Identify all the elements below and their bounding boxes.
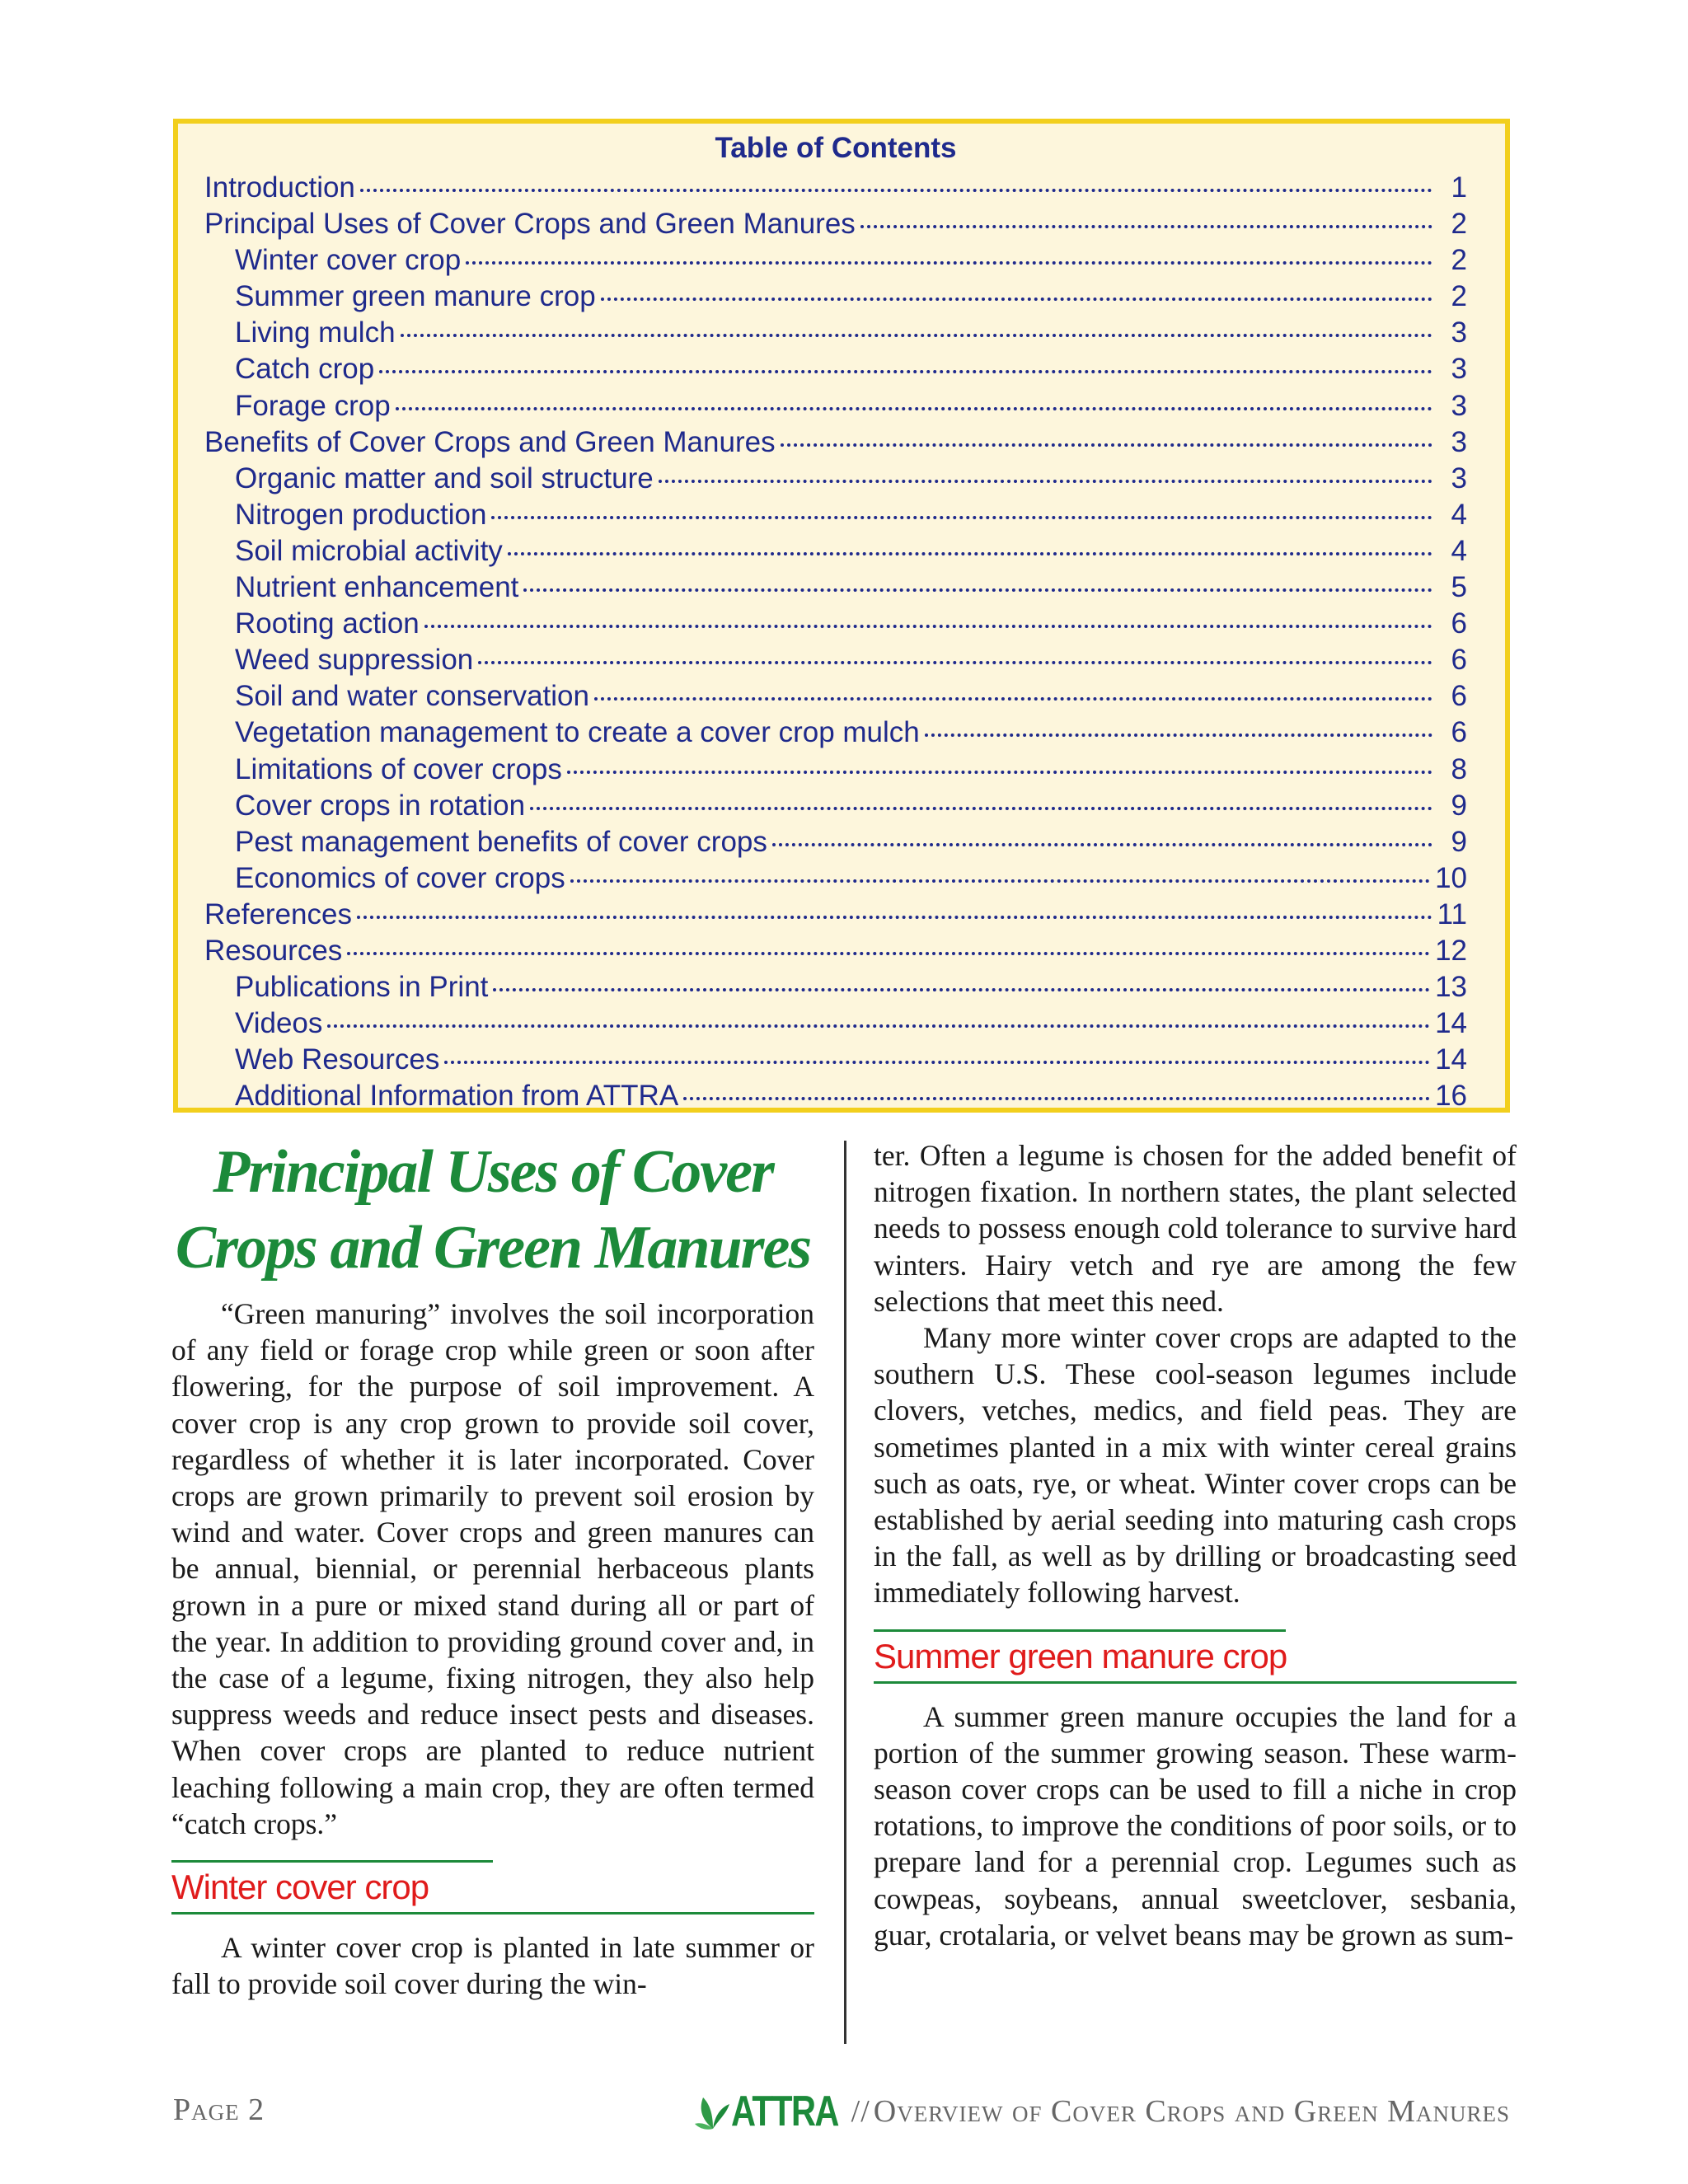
toc-entry-label: Additional Information from ATTRA: [235, 1080, 679, 1113]
toc-dot-leader: [601, 298, 1432, 301]
toc-entry-page: 2: [1451, 244, 1467, 277]
toc-entry-label: Principal Uses of Cover Crops and Green Manures: [204, 208, 856, 241]
toc-entry-page: 1: [1451, 171, 1467, 204]
toc-entry[interactable]: [204, 678, 1467, 715]
toc-entry[interactable]: [204, 533, 1467, 569]
page-number: Page 2: [173, 2093, 265, 2127]
toc-entry[interactable]: [204, 969, 1467, 1005]
toc-entry[interactable]: [204, 824, 1467, 860]
toc-entry-page: 3: [1451, 353, 1467, 386]
toc-entry-label: Catch crop: [235, 353, 375, 386]
toc-entry-page: 11: [1437, 898, 1467, 930]
toc-entry[interactable]: [204, 1078, 1467, 1114]
toc-entry-label: Living mulch: [235, 316, 396, 349]
toc-entry[interactable]: [204, 170, 1467, 206]
toc-entry-label: Limitations of cover crops: [235, 752, 562, 785]
toc-entry-page: 2: [1451, 280, 1467, 313]
toc-entry-label: Winter cover crop: [235, 244, 462, 277]
toc-entry-page: 14: [1435, 1043, 1467, 1076]
toc-entry-label: Rooting action: [235, 607, 420, 640]
toc-dot-leader: [478, 661, 1432, 664]
summer-green-manure-subheading: [874, 1629, 1517, 1684]
toc-entry-page: 12: [1435, 934, 1467, 967]
toc-dot-leader: [357, 916, 1432, 919]
toc-dot-leader: [772, 843, 1432, 846]
toc-dot-leader: [396, 407, 1432, 410]
toc-dot-leader: [360, 189, 1432, 192]
toc-entry[interactable]: [204, 242, 1467, 279]
toc-dot-leader: [466, 261, 1432, 265]
toc-entry-label: Vegetation management to create a cover crop mulch: [235, 716, 920, 749]
toc-entry[interactable]: [204, 315, 1467, 351]
toc-dot-leader: [401, 334, 1432, 337]
toc-entry-page: 2: [1451, 208, 1467, 241]
toc-dot-leader: [594, 697, 1432, 701]
toc-entry-label: Web Resources: [235, 1043, 440, 1076]
toc-entry[interactable]: [204, 860, 1467, 897]
subheading-text: Summer green manure crop: [874, 1636, 1287, 1675]
subheading-text: Winter cover crop: [171, 1868, 429, 1907]
toc-entry-page: 6: [1451, 716, 1467, 749]
toc-dot-leader: [523, 588, 1432, 592]
document-title: Overview of Cover Crops and Green Manures: [873, 2094, 1510, 2129]
toc-title: Table of Contents: [715, 132, 957, 164]
toc-dot-leader: [683, 1097, 1430, 1100]
toc-entry-label: Publications in Print: [235, 971, 489, 1004]
toc-entry[interactable]: [204, 606, 1467, 642]
table-of-contents: [173, 119, 1510, 1113]
toc-entry-label: Nutrient enhancement: [235, 571, 519, 604]
toc-list: [204, 170, 1467, 1114]
attra-logo-text: ATTRA: [730, 2088, 838, 2135]
toc-entry-page: 6: [1451, 644, 1467, 677]
toc-entry-page: 6: [1451, 680, 1467, 713]
toc-dot-leader: [567, 771, 1432, 774]
toc-entry-label: Organic matter and soil structure: [235, 462, 654, 494]
toc-entry[interactable]: [204, 1042, 1467, 1078]
toc-entry[interactable]: [204, 715, 1467, 751]
footer-separator: //: [851, 2094, 870, 2129]
toc-dot-leader: [530, 807, 1432, 810]
subheading-rule-bottom: [874, 1681, 1517, 1684]
toc-entry-page: 3: [1451, 316, 1467, 349]
right-column: [874, 1137, 1517, 1953]
toc-entry-label: Economics of cover crops: [235, 861, 565, 894]
attra-logo: [695, 2087, 846, 2136]
toc-entry[interactable]: [204, 642, 1467, 678]
page-footer: [173, 2087, 1510, 2136]
left-column: [171, 1134, 814, 2002]
toc-entry-page: 13: [1435, 971, 1467, 1004]
toc-dot-leader: [424, 625, 1432, 628]
toc-entry-page: 9: [1451, 825, 1467, 858]
summer-paragraph: A summer green manure occupies the land for a portion of the summer growing season. These warm-season cover crops can be used to fill a niche in crop rotations, to improve the conditions of poor soils, or to prepare land for a perennial crop. Legumes such as cowpeas, soybeans, annual sweetclover, sesbania, guar, crotalaria, or velvet beans may be grown as sum-: [874, 1699, 1517, 1952]
toc-entry-label: Soil microbial activity: [235, 534, 503, 567]
winter-paragraph-2: Many more winter cover crops are adapted to the southern U.S. These cool-season legumes include clovers, vetches, medics, and field peas. They are sometimes planted in a mix with winter cereal grains such as oats, rye, or wheat. Winter cover crops can be established by aerial seeding into maturing cash crops in the fall, as well as by drilling or broadcasting seed immediately following harvest.: [874, 1321, 1517, 1610]
toc-dot-leader: [860, 225, 1432, 228]
toc-entry-label: Pest management benefits of cover crops: [235, 825, 767, 858]
toc-entry[interactable]: [204, 933, 1467, 969]
toc-entry-label: Weed suppression: [235, 644, 474, 677]
toc-entry-page: 9: [1451, 789, 1467, 822]
subheading-rule-bottom: [171, 1912, 814, 1915]
toc-entry[interactable]: [204, 279, 1467, 315]
leaf-icon: [695, 2093, 731, 2130]
section-title: Principal Uses of Cover Crops and Green Manures: [175, 1138, 811, 1282]
toc-entry-page: 5: [1451, 571, 1467, 604]
toc-dot-leader: [925, 733, 1432, 737]
toc-entry-page: 6: [1451, 607, 1467, 640]
toc-entry-page: 14: [1435, 1007, 1467, 1040]
toc-entry-label: Forage crop: [235, 389, 391, 422]
toc-entry-page: 3: [1451, 462, 1467, 494]
toc-dot-leader: [379, 370, 1432, 373]
toc-entry[interactable]: [204, 752, 1467, 788]
toc-dot-leader: [327, 1024, 1430, 1028]
winter-paragraph-continued: ter. Often a legume is chosen for the added benefit of nitrogen fixation. In northern states, the plant selected needs to possess enough cold tolerance to survive hard winters. Hairy vetch and rye are among the few selections that meet this need.: [874, 1139, 1517, 1318]
toc-dot-leader: [493, 988, 1430, 991]
toc-entry-page: 4: [1451, 498, 1467, 531]
toc-entry[interactable]: [204, 461, 1467, 497]
toc-entry[interactable]: [204, 569, 1467, 606]
toc-entry-label: References: [204, 898, 352, 930]
toc-dot-leader: [570, 879, 1430, 883]
toc-entry-page: 16: [1435, 1080, 1467, 1113]
toc-entry-label: Introduction: [204, 171, 355, 204]
toc-entry-page: 4: [1451, 534, 1467, 567]
toc-dot-leader: [781, 443, 1432, 447]
toc-entry-page: 3: [1451, 389, 1467, 422]
toc-dot-leader: [508, 552, 1432, 555]
toc-entry[interactable]: [204, 388, 1467, 424]
column-divider: [844, 1141, 846, 2044]
winter-paragraph-start: A winter cover crop is planted in late summer or fall to provide soil cover during the win-: [171, 1931, 814, 2001]
toc-dot-leader: [444, 1061, 1430, 1064]
footer-title-block: [695, 2087, 1510, 2136]
toc-dot-leader: [347, 952, 1430, 955]
toc-entry-label: Soil and water conservation: [235, 680, 589, 713]
toc-entry-page: 3: [1451, 425, 1467, 458]
toc-entry-label: Benefits of Cover Crops and Green Manures: [204, 425, 776, 458]
toc-entry[interactable]: [204, 351, 1467, 387]
toc-entry-label: Videos: [235, 1007, 323, 1040]
toc-entry-label: Resources: [204, 934, 343, 967]
toc-entry-page: 8: [1451, 752, 1467, 785]
intro-paragraph: “Green manuring” involves the soil incorporation of any field or forage crop while green or soon after flowering, for the purpose of soil improvement. A cover crop is any crop grown to provide soil cover, regardless of whether it is later incorporated. Cover crops are grown primarily to prevent soil erosion by wind and water. Cover crops and green manures can be annual, biennial, or perennial herbaceous plants grown in a pure or mixed stand during all or part of the year. In addition to providing ground cover and, in the case of a legume, fixing nitrogen, they also help suppress weeds and reduce insect pests and diseases. When cover crops are planted to reduce nutrient leaching following a main crop, they are often termed “catch crops.”: [171, 1297, 814, 1840]
toc-entry[interactable]: [204, 897, 1467, 933]
toc-entry-page: 10: [1435, 861, 1467, 894]
toc-entry-label: Cover crops in rotation: [235, 789, 526, 822]
toc-entry-label: Summer green manure crop: [235, 280, 596, 313]
toc-entry[interactable]: [204, 424, 1467, 461]
toc-entry[interactable]: [204, 1005, 1467, 1042]
toc-dot-leader: [491, 516, 1432, 519]
winter-cover-crop-subheading: [171, 1860, 814, 1915]
toc-entry[interactable]: [204, 497, 1467, 533]
toc-entry[interactable]: [204, 206, 1467, 242]
toc-dot-leader: [659, 480, 1432, 483]
toc-entry[interactable]: [204, 788, 1467, 824]
toc-entry-label: Nitrogen production: [235, 498, 487, 531]
